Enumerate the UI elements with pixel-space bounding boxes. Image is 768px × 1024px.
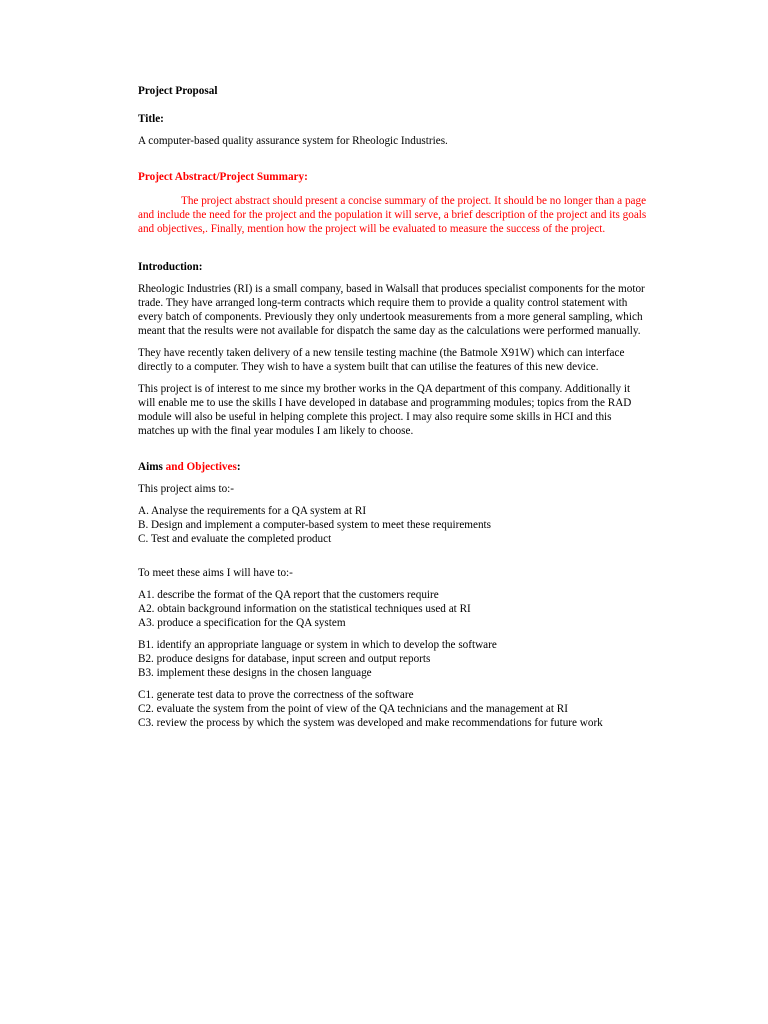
introduction-heading: Introduction: (138, 261, 203, 273)
list-item: C1. generate test data to prove the correctness of the software (138, 689, 414, 701)
aims-heading (138, 460, 648, 474)
title-text: A computer-based quality assurance system for Rheologic Industries. (138, 135, 448, 147)
aims-heading-red: and Objectives (165, 461, 237, 473)
list-item: B1. identify an appropriate language or system in which to develop the software (138, 639, 497, 651)
list-item: A1. describe the format of the QA report that the customers require (138, 589, 439, 601)
objectives-intro: To meet these aims I will have to:- (138, 567, 293, 579)
list-item: A2. obtain background information on the statistical techniques used at RI (138, 603, 471, 615)
title-label: Title: (138, 113, 164, 125)
aims-heading-black: Aims (138, 461, 166, 473)
aims-list (138, 504, 648, 546)
introduction-paragraph-3: This project is of interest to me since my brother works in the QA department of this company. Additionally it will enable me to use the skills I have developed in database and programming modules; topics from the RAD module will also be useful in helping complete this project. I may also require some skills in HCI and this matches up with the final year modules I am likely to choose. (138, 383, 632, 437)
objectives-group-b (138, 638, 648, 680)
list-item: C3. review the process by which the system was developed and make recommendations for future work (138, 717, 603, 729)
page-title: Project Proposal (138, 85, 218, 97)
list-item: B2. produce designs for database, input screen and output reports (138, 653, 431, 665)
aims-heading-colon: : (236, 461, 241, 473)
introduction-paragraph-1: Rheologic Industries (RI) is a small company, based in Walsall that produces specialist components for the motor trade. They have arranged long-term contracts which require them to provide a quality control statement with every batch of components. Previously they only undertook measurements from a more general sampling, which meant that the results were not available for dispatch the same day as the calculations were performed manually. (138, 283, 645, 337)
abstract-heading: Project Abstract/Project Summary: (138, 171, 308, 183)
objectives-group-a (138, 588, 648, 630)
list-item: A3. produce a specification for the QA system (138, 617, 346, 629)
abstract-text: The project abstract should present a concise summary of the project. It should be no longer than a page and include the need for the project and the population it will serve, a brief description of the project and its goals and objectives,. Finally, mention how the project will be evaluated to measure the success of the project. (138, 195, 647, 235)
objectives-group-c (138, 688, 648, 730)
list-item: A. Analyse the requirements for a QA system at RI (138, 505, 367, 517)
introduction-paragraph-2: They have recently taken delivery of a new tensile testing machine (the Batmole X91W) which can interface directly to a computer. They wish to have a system built that can utilise the features of this new device. (138, 347, 625, 373)
list-item: B. Design and implement a computer-based system to meet these requirements (138, 519, 492, 531)
aims-intro: This project aims to:- (138, 483, 235, 495)
list-item: B3. implement these designs in the chosen language (138, 667, 372, 679)
list-item: C. Test and evaluate the completed product (138, 533, 332, 545)
list-item: C2. evaluate the system from the point of view of the QA technicians and the management at RI (138, 703, 568, 715)
